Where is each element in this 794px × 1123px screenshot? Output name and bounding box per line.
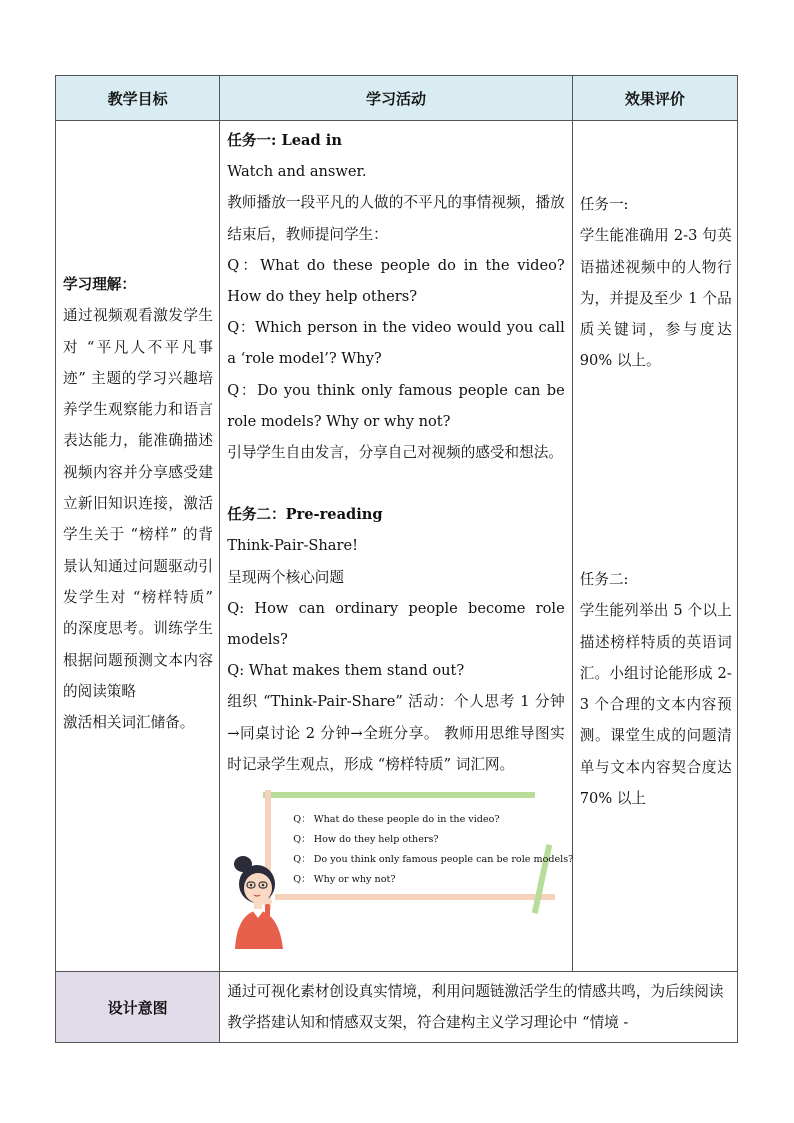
task1-line: Q：Do you think only famous people can be role models? Why or why not? — [227, 381, 565, 430]
task1-line: 引导学生自由发言，分享自己对视频的感受和想法。 — [227, 444, 563, 462]
header-evaluation: 效果评价 — [572, 76, 737, 121]
design-cell — [220, 972, 738, 1043]
objective-heading: 学习理解： — [63, 276, 136, 293]
task2-line: Q: How can ordinary people become role models? — [227, 599, 565, 649]
objective-cell — [56, 121, 220, 972]
content-row — [56, 121, 738, 972]
eval-task1-label: 任务一: — [579, 196, 629, 213]
task2-title: 任务二：Pre-reading — [227, 506, 383, 524]
header-objective: 教学目标 — [56, 76, 220, 121]
task2-line: 呈现两个核心问题 — [227, 568, 344, 586]
illustration-question: Q： Do you think only famous people can be role models? — [293, 854, 574, 866]
eval-task2-text: 学生能列举出 5 个以上描述榜样特质的英语词汇。小组讨论能形成 2-3 个合理的文本内容预测。课堂生成的问题清单与文本内容契合度达 70% 以上 — [579, 602, 732, 808]
task2-line: 组织 “Think-Pair-Share” 活动：个人思考 1 分钟→同桌讨论 2 分钟→全班分享。 教师用思维导图实时记录学生观点，形成 “榜样特质” 词汇网。 — [227, 693, 565, 773]
task1-line: 教师播放一段平凡的人做的不平凡的事情视频，播放结束后，教师提问学生： — [227, 194, 565, 243]
lesson-plan-table — [55, 75, 738, 1043]
evaluation-cell — [572, 121, 737, 972]
task2-line: Q: What makes them stand out? — [227, 662, 465, 680]
activities-cell — [220, 121, 573, 972]
illustration-question: Q： Why or why not? — [293, 874, 396, 886]
objective-text: 通过视频观看激发学生对 “平凡人不平凡事迹” 主题的学习兴趣培养学生观察能力和语言表达能力，能准确描述视频内容并分享感受建立新旧知识连接，激活学生关于 “榜样” 的背景认知通过问题驱动引发学生对 “榜样特质” 的深度思考。训练学生根据问题预测文本内容的阅读策略 — [63, 307, 213, 700]
eval-task2-label: 任务二: — [579, 571, 629, 588]
illustration-question: Q： What do these people do in the video? — [293, 814, 500, 826]
header-row — [56, 76, 738, 121]
header-activities: 学习活动 — [220, 76, 573, 121]
task1-title: 任务一: Lead in — [227, 132, 342, 149]
task1-line: Q：Which person in the video would you call a ‘role model’? Why? — [227, 319, 565, 368]
question-illustration — [227, 784, 574, 949]
objective-text-2: 激活相关词汇储备。 — [63, 714, 195, 732]
thinking-girl-icon — [227, 854, 289, 949]
design-label: 设计意图 — [56, 972, 220, 1043]
task1-line: Watch and answer. — [227, 163, 367, 181]
task2-line: Think-Pair-Share! — [227, 537, 358, 555]
design-text: 通过可视化素材创设真实情境，利用问题链激活学生的情感共鸣，为后续阅读教学搭建认知和情感双支架，符合建构主义学习理论中 “情境 - — [227, 983, 724, 1031]
illustration-question: Q： How do they help others? — [293, 834, 439, 846]
task1-line: Q：What do these people do in the video? How do they help others? — [227, 256, 565, 306]
design-row — [56, 972, 738, 1043]
eval-task1-text: 学生能准确用 2-3 句英语描述视频中的人物行为，并提及至少 1 个品质关键词，参与度达 90% 以上。 — [579, 227, 732, 370]
